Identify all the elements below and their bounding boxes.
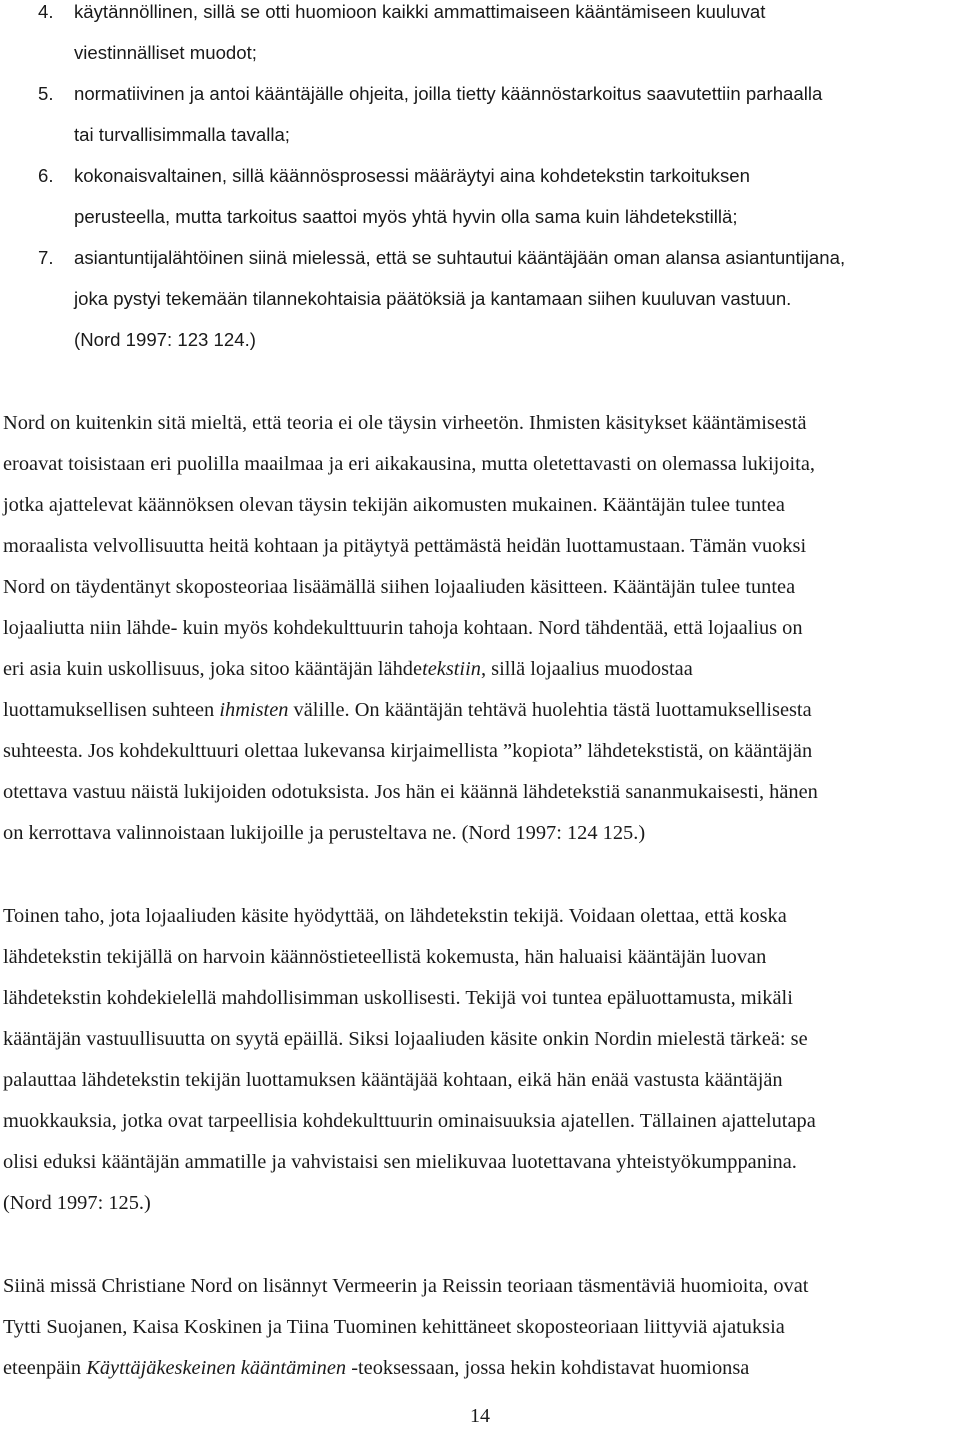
paragraph-line: on kerrottava valinnoistaan lukijoille ja perusteltava ne. (Nord 1997: 124 125.) (3, 822, 646, 844)
paragraph-line: muokkauksia, jotka ovat tarpeellisia kohdekulttuurin ominaisuuksia ajatellen. Tällainen ajattelutapa (3, 1110, 816, 1132)
italic-text: tekstiin (422, 658, 481, 680)
list-number: 6. (38, 165, 54, 186)
paragraph-line: otettava vastuu näistä lukijoiden odotuksista. Jos hän ei käännä lähdetekstiä sananmukaisesti, hänen (3, 781, 818, 803)
paragraph-line: jotka ajattelevat käännöksen olevan täysin tekijän aikomusten mukainen. Kääntäjän tulee tuntea (3, 494, 785, 516)
list-number: 5. (38, 83, 54, 104)
paragraph-line: suhteesta. Jos kohdekulttuuri olettaa lukevansa kirjaimellista ”kopiota” lähdetekstistä, on kääntäjän (3, 740, 813, 762)
list-item-line: viestinnälliset muodot; (74, 42, 257, 63)
paragraph-line: lojaaliutta niin lähde- kuin myös kohdekulttuurin tahoja kohtaan. Nord tähdentää, että lojaalius on (3, 617, 803, 639)
paragraph-line: Siinä missä Christiane Nord on lisännyt Vermeerin ja Reissin teoriaan täsmentäviä huomioita, ovat (3, 1275, 809, 1297)
list-item-line: normatiivinen ja antoi kääntäjälle ohjeita, joilla tietty käännöstarkoitus saavutettiin parhaalla (74, 83, 823, 104)
italic-text: ihmisten (219, 699, 289, 721)
list-item-line: perusteella, mutta tarkoitus saattoi myös yhtä hyvin olla sama kuin lähdetekstillä; (74, 206, 738, 227)
list-item-line: käytännöllinen, sillä se otti huomioon kaikki ammattimaiseen kääntämiseen kuuluvat (74, 1, 766, 22)
list-item-line: kokonaisvaltainen, sillä käännösprosessi määräytyi aina kohdetekstin tarkoituksen (74, 165, 750, 186)
page-number: 14 (470, 1405, 490, 1427)
text-run: luottamuksellisen suhteen (3, 699, 220, 721)
list-number: 4. (38, 1, 54, 22)
paragraph-line: lähdetekstin kohdekielellä mahdollisimman uskollisesti. Tekijä voi tuntea epäluottamusta, mikäli (3, 987, 793, 1009)
paragraph-line: Nord on täydentänyt skoposteoriaa lisäämällä siihen lojaaliuden käsitteen. Kääntäjän tulee tuntea (3, 576, 796, 598)
paragraph-line: Tytti Suojanen, Kaisa Koskinen ja Tiina Tuominen kehittäneet skoposteoriaan liittyviä ajatuksia (3, 1316, 785, 1338)
paragraph-line: palauttaa lähdetekstin tekijän luottamuksen kääntäjää kohtaan, eikä hän enää vastusta kääntäjän (3, 1069, 783, 1091)
text-run: eri asia kuin uskollisuus, joka sitoo kääntäjän lähde (3, 658, 423, 680)
paragraph-line: eroavat toisistaan eri puolilla maailmaa ja eri aikakausina, mutta oletettavasti on olemassa lukijoita, (3, 453, 815, 475)
italic-text: Käyttäjäkeskeinen kääntäminen (86, 1357, 347, 1379)
paragraph-line (3, 649, 693, 690)
text-run: , sillä lojaalius muodostaa (480, 658, 693, 680)
paragraph-line (3, 690, 812, 731)
list-number: 7. (38, 247, 54, 268)
list-item-line: asiantuntijalähtöinen siinä mielessä, että se suhtautui kääntäjään oman alansa asiantuntijana, (74, 247, 846, 268)
text-run: -teoksessaan, jossa hekin kohdistavat huomionsa (346, 1357, 750, 1379)
list-item-line: joka pystyi tekemään tilannekohtaisia päätöksiä ja kantamaan siihen kuuluvan vastuun. (74, 288, 792, 309)
paragraph-line: lähdetekstin tekijällä on harvoin käännöstieteellistä kokemusta, hän haluaisi kääntäjän luovan (3, 946, 767, 968)
paragraph-line: Nord on kuitenkin sitä mieltä, että teoria ei ole täysin virheetön. Ihmisten käsitykset kääntämisestä (3, 412, 807, 434)
list-item-line: tai turvallisimmalla tavalla; (74, 124, 290, 145)
list-item-line: (Nord 1997: 123 124.) (74, 329, 256, 350)
paragraph-line: kääntäjän vastuullisuutta on syytä epäillä. Siksi lojaaliuden käsite onkin Nordin mielestä tärkeä: se (3, 1028, 808, 1050)
paragraph-line (3, 1348, 749, 1389)
text-run: eteenpäin (3, 1357, 87, 1379)
paragraph-line: Toinen taho, jota lojaaliuden käsite hyödyttää, on lähdetekstin tekijä. Voidaan olettaa, että koska (3, 905, 787, 927)
paragraph-line: (Nord 1997: 125.) (3, 1192, 151, 1214)
text-run: välille. On kääntäjän tehtävä huolehtia tästä luottamuksellisesta (288, 699, 812, 721)
paragraph-line: olisi eduksi kääntäjän ammatille ja vahvistaisi sen mielikuvaa luotettavana yhteistyökumppanina. (3, 1151, 797, 1173)
paragraph-line: moraalista velvollisuutta heitä kohtaan ja pitäytyä pettämästä heidän luottamustaan. Tämän vuoksi (3, 535, 807, 557)
